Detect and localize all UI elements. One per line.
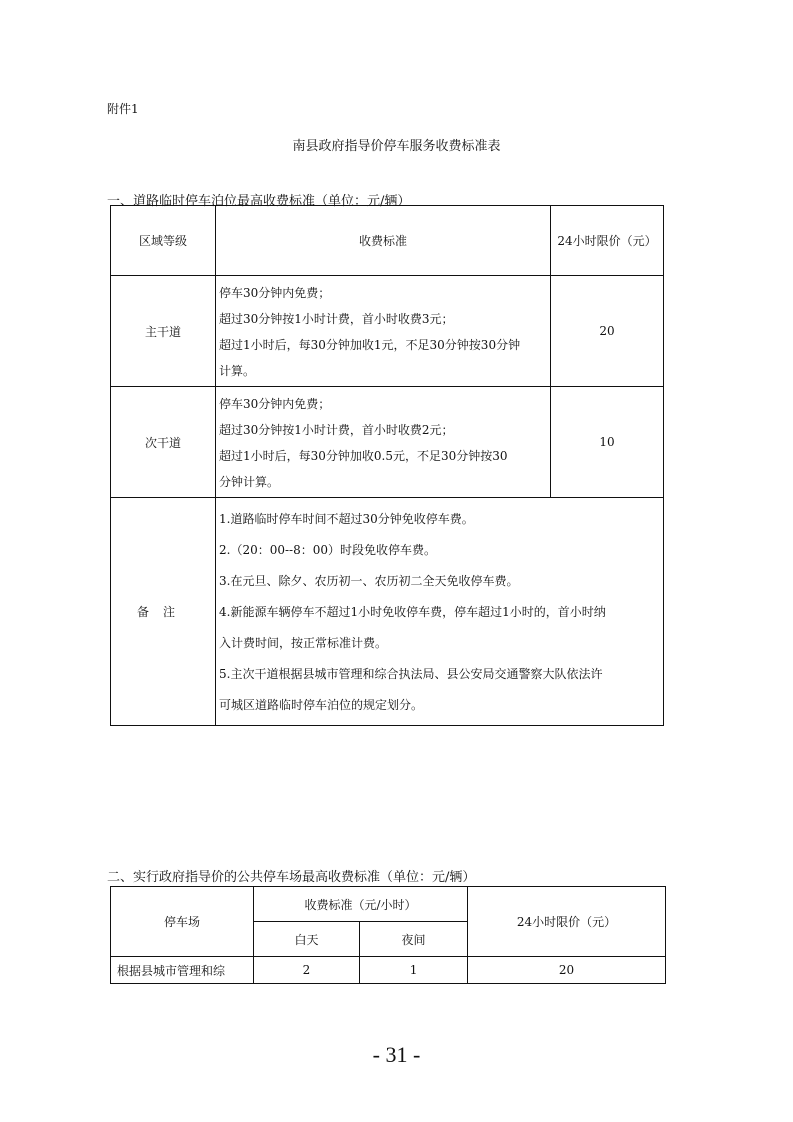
table1-header-row: [111, 206, 664, 276]
fee-line: 超过1小时后，每30分钟加收0.5元，不足30分钟按30: [219, 449, 508, 463]
table2-header-row: [111, 887, 666, 922]
day-rate: 2: [254, 957, 360, 984]
fee-line: 分钟计算。: [219, 475, 280, 489]
note-line: 5.主次干道根据县城市管理和综合执法局、县公安局交通警察大队依法许: [219, 667, 603, 681]
fee-line: 超过1小时后，每30分钟加收1元，不足30分钟按30分钟: [219, 338, 521, 352]
fee-line: 超过30分钟按1小时计费，首小时收费3元；: [219, 312, 454, 326]
notes-label: 备注: [111, 498, 216, 726]
note-line: 可城区道路临时停车泊位的规定划分。: [219, 698, 424, 712]
fee-line: 计算。: [219, 364, 256, 378]
night-rate: 1: [360, 957, 468, 984]
document-title: 南县政府指导价停车服务收费标准表: [292, 139, 501, 154]
lot-header: 停车场: [111, 887, 254, 957]
public-parking-lot-fee-table: [110, 886, 666, 984]
zone-header: 区域等级: [111, 206, 216, 276]
note-line: 1.道路临时停车时间不超过30分钟免收停车费。: [219, 512, 474, 526]
fee-line: 停车30分钟内免费；: [219, 286, 331, 300]
day-header: 白天: [254, 922, 360, 957]
table-row: [111, 957, 666, 984]
note-line: 2.（20：00--8：00）时段免收停车费。: [219, 543, 437, 557]
night-header: 夜间: [360, 922, 468, 957]
standard-header: 收费标准（元/小时）: [254, 887, 468, 922]
section2-heading: 二、实行政府指导价的公共停车场最高收费标准（单位：元/辆）: [107, 870, 476, 885]
standard-header: 收费标准: [216, 206, 551, 276]
notes-row: [111, 498, 664, 726]
section1-heading: 一、道路临时停车泊位最高收费标准（单位：元/辆）: [107, 194, 411, 209]
attachment-label: 附件1: [107, 102, 139, 116]
daily-limit: 20: [468, 957, 666, 984]
note-line: 入计费时间，按正常标准计费。: [219, 636, 388, 650]
road-parking-fee-table: [110, 205, 664, 726]
zone-main-road: 主干道: [111, 276, 216, 387]
table-row: [111, 387, 664, 498]
limit-main-road: 20: [551, 276, 664, 387]
fee-line: 超过30分钟按1小时计费，首小时收费2元；: [219, 423, 454, 437]
limit-header: 24小时限价（元）: [468, 887, 666, 957]
fee-standard-main-road: [216, 276, 551, 387]
table-row: [111, 276, 664, 387]
limit-header: 24小时限价（元）: [551, 206, 664, 276]
zone-secondary-road: 次干道: [111, 387, 216, 498]
note-line: 4.新能源车辆停车不超过1小时免收停车费，停车超过1小时的，首小时纳: [219, 605, 606, 619]
limit-secondary-road: 10: [551, 387, 664, 498]
lot-name: 根据县城市管理和综: [111, 957, 254, 984]
note-line: 3.在元旦、除夕、农历初一、农历初二全天免收停车费。: [219, 574, 519, 588]
notes-content: [216, 498, 664, 726]
page-number: - 31 -: [372, 1042, 421, 1067]
fee-standard-secondary-road: [216, 387, 551, 498]
fee-line: 停车30分钟内免费；: [219, 397, 331, 411]
